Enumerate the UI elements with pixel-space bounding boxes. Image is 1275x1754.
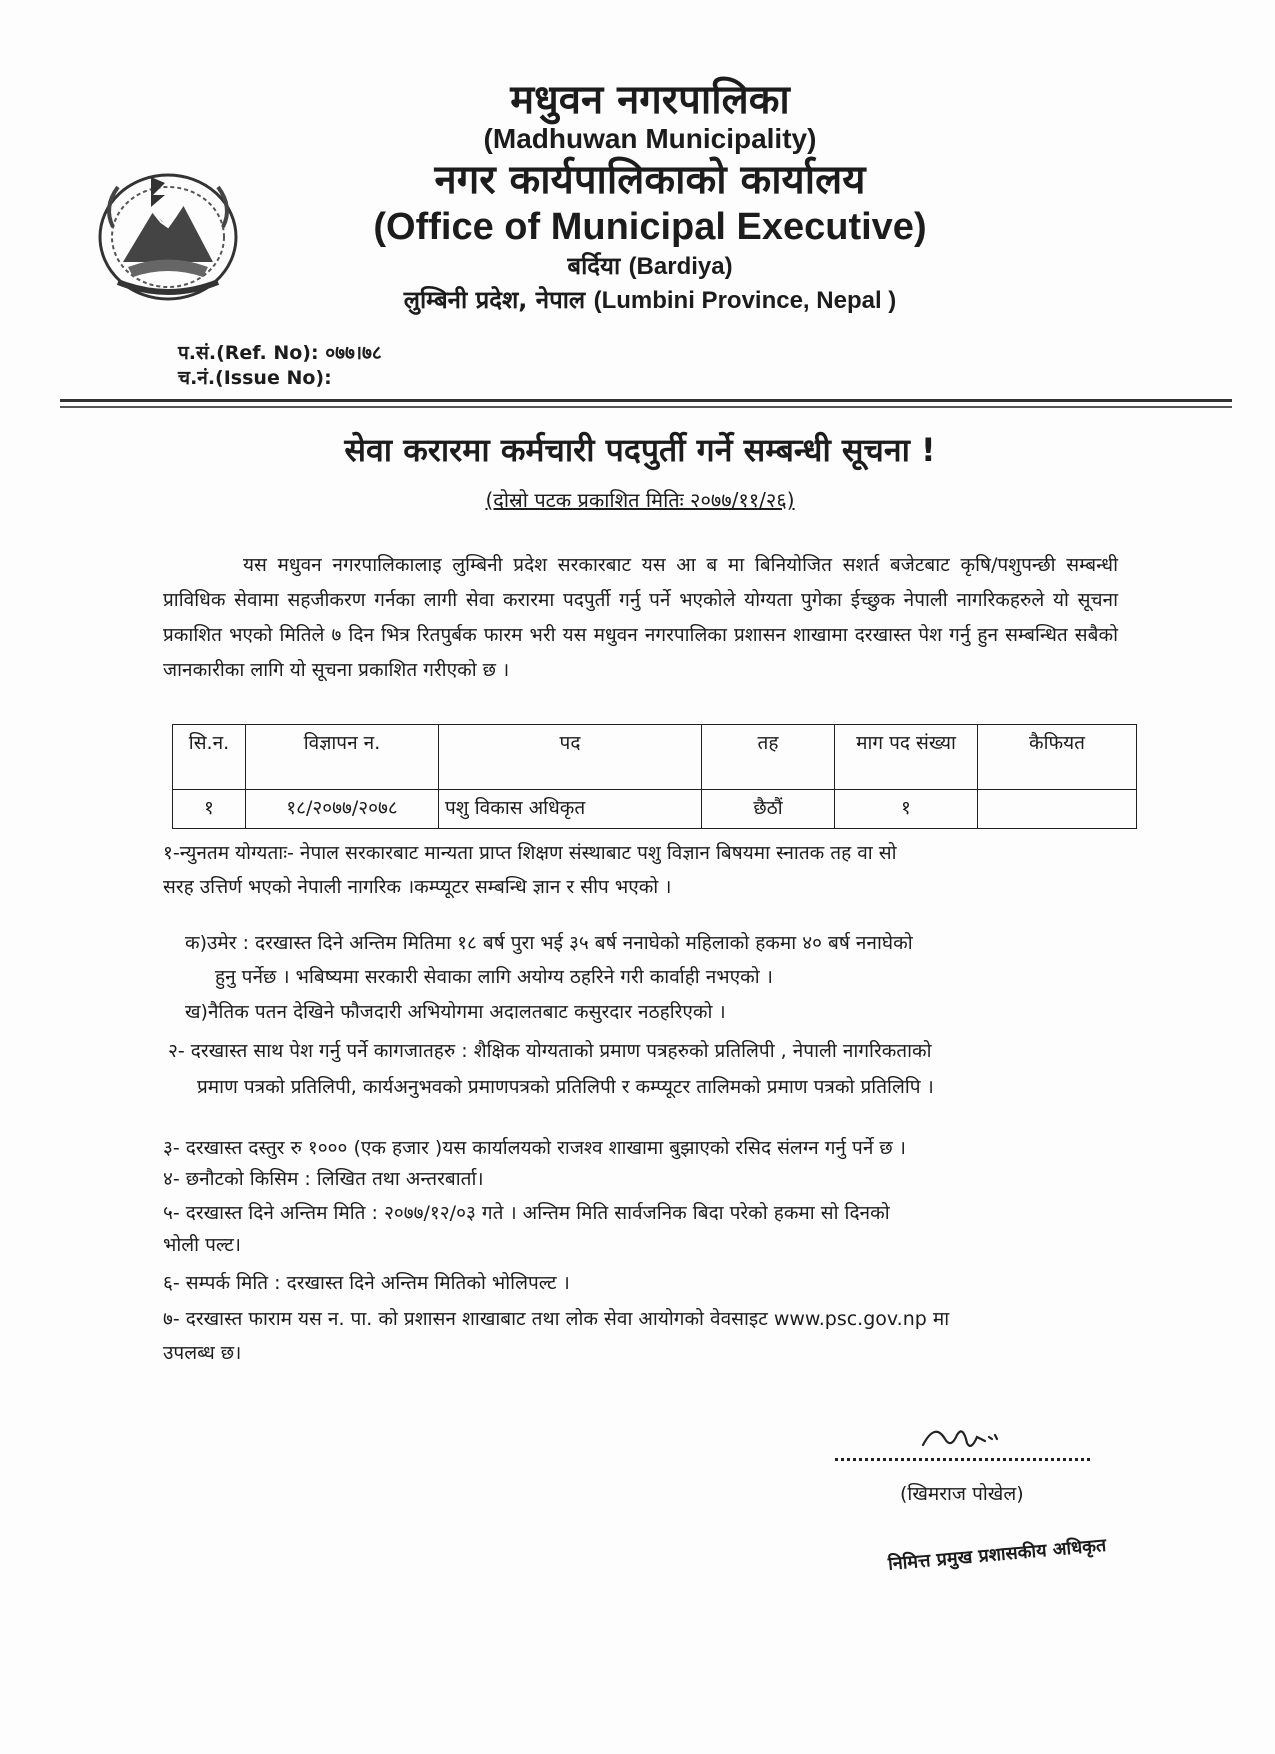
deadline-line1: ५- दरखास्त दिने अन्तिम मिति : २०७७/१२/०३ गते । अन्तिम मिति सार्वजनिक बिदा परेको हकमा सो दिनको [163,1202,890,1224]
cell-ad-no: १८/२०७७/२०७८ [246,790,439,829]
cell-level: छैठौं [702,790,835,829]
divider-top [60,399,1232,402]
age-line2: हुनु पर्नेछ । भबिष्यमा सरकारी सेवाका लागि अयोग्य ठहरिने गरी कार्वाही नभएको । [215,966,773,988]
ref-label: प.सं.(Ref. No): [178,342,319,364]
col-header-count: माग पद संख्या [835,725,978,790]
documents-line1: २- दरखास्त साथ पेश गर्नु पर्ने कागजातहरु : शैक्षिक योग्यताको प्रमाण पत्रहरुको प्रतिलिपी , नेपाली नागरिकताको [168,1040,932,1062]
cell-sn: १ [173,790,246,829]
documents-line2: प्रमाण पत्रको प्रतिलिपी, कार्यअनुभवको प्रमाणपत्रको प्रतिलिपी र कम्प्यूटर तालिमको प्रमाण पत्रको प्रतिलिपि । [197,1076,934,1098]
province-np: लुम्बिनी प्रदेश, नेपाल [403,286,586,314]
qualification-line1: १-न्युनतम योग्यताः- नेपाल सरकारबाट मान्यता प्राप्त शिक्षण संस्थाबाट पशु विज्ञान बिषयमा स्नातक तह वा सो [163,842,897,864]
col-header-sn: सि.न. [173,725,246,790]
office-name-np: नगर कार्यपालिकाको कार्यालय [434,157,866,203]
intro-rest: कृषि/पशुपन्छी सम्बन्धी प्राविधिक सेवामा सहजीकरण गर्नका लागी सेवा करारमा पदपुर्ती गर्नु पर्ने भएकोले योग्यता पुगेका ईच्छुक नेपाली नागरिकहरुले यो सूचना प्रकाशित भएको मितिले ७ दिन भित्र रितपुर्बक फारम भरी यस मधुवन नगरपालिका प्रशासन शाखामा दरखास्त पेश गर्नु हुन सम्बन्धित सबैको जानकारीका लागि यो सूचना प्रकाशित गरीएको छ । [163,554,1118,681]
form-line2: उपलब्ध छ। [163,1342,242,1364]
deadline-line2: भोली पल्ट। [163,1234,241,1256]
col-header-ad-no: विज्ञापन न. [246,725,439,790]
col-header-level: तह [702,725,835,790]
province [300,283,1000,318]
table-row [173,790,1137,829]
contact-line: ६- सम्पर्क मिति : दरखास्त दिने अन्तिम मितिको भोलिपल्ट । [163,1272,570,1294]
cell-remarks [978,790,1137,829]
conduct-line: ख)नैतिक पतन देखिने फौजदारी अभियोगमा अदालतबाट कसुरदार नठहरिएको । [185,1001,726,1023]
cell-count: १ [835,790,978,829]
org-name-np: मधुवन नगरपालिका [510,77,790,123]
table-header-row [173,725,1137,790]
vacancy-table [172,724,1137,829]
province-en: (Lumbini Province, Nepal ) [593,287,897,314]
intro-line1: यस मधुवन नगरपालिकालाइ लुम्बिनी प्रदेश सरकारबाट यस आ ब मा बिनियोजित सशर्त बजेटबाट [243,554,950,576]
col-header-remarks: कैफियत [978,725,1137,790]
fee-line: ३- दरखास्त दस्तुर रु १००० (एक हजार )यस कार्यालयको राजश्व शाखामा बुझाएको रसिद संलग्न गर्नु पर्ने छ । [163,1137,906,1159]
signer-designation: निमित्त प्रमुख प्रशासकीय अधिकृत [887,1534,1108,1575]
cell-post: पशु विकास अधिकृत [439,790,702,829]
letterhead [300,78,1000,318]
signature-line [835,1458,1090,1461]
notice-subtitle: (दोस्रो पटक प्रकाशित मितिः २०७७/११/२६) [485,488,795,512]
issue-label: च.नं.(Issue No): [178,367,332,389]
selection-line: ४- छनौटको किसिम : लिखित तथा अन्तरबार्ता। [163,1168,484,1190]
divider-bottom [60,406,1232,408]
ref-number [178,339,382,365]
issue-number [178,364,332,390]
form-line1: ७- दरखास्त फाराम यस न. पा. को प्रशासन शाखाबाट तथा लोक सेवा आयोगको वेवसाइट www.psc.gov.np मा [163,1308,950,1330]
ref-value: ०७७।७८ [325,342,382,364]
government-emblem-icon [93,167,243,307]
org-name-en: (Madhuwan Municipality) [483,123,817,154]
signer-name: (खिमराज पोखेल) [900,1483,1024,1505]
district [300,250,1000,283]
district-np: बर्दिया [567,252,621,280]
col-header-post: पद [439,725,702,790]
intro-paragraph [163,548,1118,688]
qualification-line2: सरह उत्तिर्ण भएको नेपाली नागरिक ।कम्प्यूटर सम्बन्धि ज्ञान र सीप भएको । [163,876,672,898]
signature-mark [915,1417,1005,1457]
office-name-en: (Office of Municipal Executive) [373,206,927,248]
notice-title: सेवा करारमा कर्मचारी पदपुर्ती गर्ने सम्बन्धी सूचना ! [344,431,936,469]
age-line1: क)उमेर : दरखास्त दिने अन्तिम मितिमा १८ बर्ष पुरा भई ३५ बर्ष ननाघेको महिलाको हकमा ४० बर्ष ननाघेको [185,932,913,954]
district-en: (Bardiya) [628,253,733,280]
